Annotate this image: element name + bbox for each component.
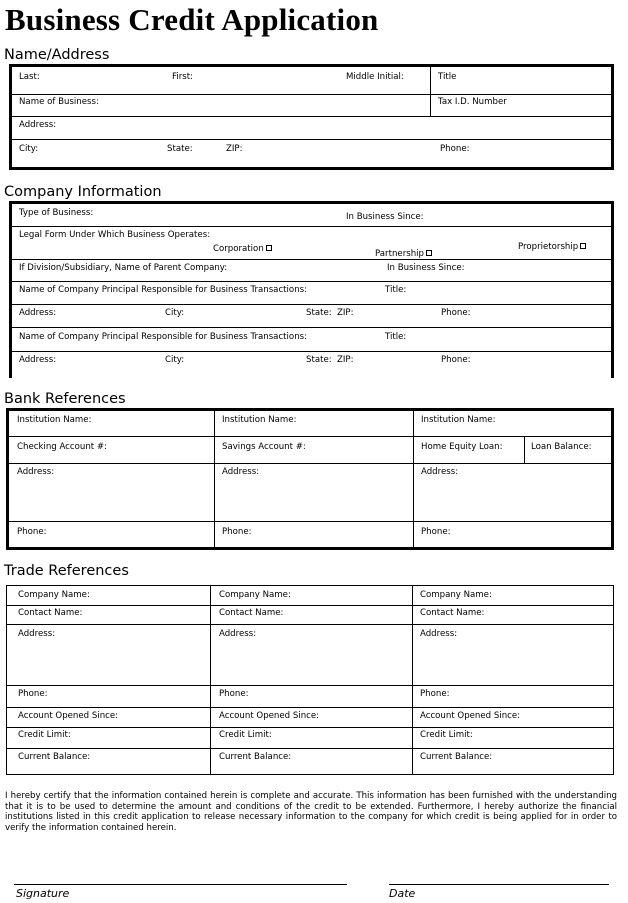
trade-3-credit-limit-field[interactable]: Credit Limit: [420, 730, 473, 740]
trade-2-contact-field[interactable]: Contact Name: [219, 608, 284, 618]
proprietorship-option[interactable] [518, 242, 586, 252]
bank-2-phone-field[interactable]: Phone: [222, 527, 252, 537]
bank-2-institution-field[interactable]: Institution Name: [222, 415, 297, 425]
certification-text: I hereby certify that the information contained herein is complete and accurate. This information has been furnished with the understanding that it is to be used to determine the amount and conditions of the credit to be extended. Furthermore, I hereby authorize the financial institutions listed in this credit application to release necessary information to the company for which credit is being applied for in order to verify the information contained herein. [5, 791, 617, 833]
proprietorship-checkbox[interactable] [580, 243, 586, 249]
bank-1-institution-field[interactable]: Institution Name: [17, 415, 92, 425]
zip-field[interactable]: ZIP: [226, 144, 243, 154]
trade-3-contact-field[interactable]: Contact Name: [420, 608, 485, 618]
phone-field[interactable]: Phone: [440, 144, 470, 154]
trade-1-contact-field[interactable]: Contact Name: [18, 608, 83, 618]
trade-1-credit-limit-field[interactable]: Credit Limit: [18, 730, 71, 740]
bank-3-institution-field[interactable]: Institution Name: [421, 415, 496, 425]
bank-box [6, 408, 614, 550]
bank-2-address-field[interactable]: Address: [222, 467, 260, 477]
name-address-box [9, 64, 614, 170]
legal-form-label: Legal Form Under Which Business Operates: [19, 230, 211, 240]
address-field[interactable]: Address: [19, 120, 57, 130]
principal-2-state-field[interactable]: State: [306, 355, 332, 365]
signature-line[interactable] [14, 884, 347, 885]
principal-2-field[interactable]: Name of Company Principal Responsible for Business Transactions: [19, 332, 308, 342]
corporation-label: Corporation [213, 244, 264, 254]
principal-1-state-field[interactable]: State: [306, 308, 332, 318]
trade-2-balance-field[interactable]: Current Balance: [219, 752, 292, 762]
trade-1-address-field[interactable]: Address: [18, 629, 56, 639]
savings-account-field[interactable]: Savings Account #: [222, 442, 306, 452]
partnership-label: Partnership [375, 249, 424, 259]
page-title: Business Credit Application [5, 2, 379, 37]
company-box [9, 201, 614, 378]
in-business-since-field[interactable]: In Business Since: [346, 212, 424, 222]
date-line[interactable] [389, 884, 609, 885]
date-label: Date [389, 887, 416, 900]
trade-2-credit-limit-field[interactable]: Credit Limit: [219, 730, 272, 740]
trade-1-phone-field[interactable]: Phone: [18, 689, 48, 699]
trade-2-account-opened-field[interactable]: Account Opened Since: [219, 711, 320, 721]
business-name-field[interactable]: Name of Business: [19, 97, 99, 107]
principal-2-city-field[interactable]: City: [165, 355, 185, 365]
bank-1-phone-field[interactable]: Phone: [17, 527, 47, 537]
section-heading-bank: Bank References [4, 391, 126, 407]
corporation-checkbox[interactable] [266, 245, 272, 251]
home-equity-field[interactable]: Home Equity Loan: [421, 442, 503, 452]
principal-2-title-field[interactable]: Title: [385, 332, 407, 342]
principal-1-city-field[interactable]: City: [165, 308, 185, 318]
partnership-checkbox[interactable] [426, 250, 432, 256]
checking-account-field[interactable]: Checking Account #: [17, 442, 107, 452]
state-field[interactable]: State: [167, 144, 193, 154]
corporation-option[interactable] [213, 244, 272, 254]
trade-3-balance-field[interactable]: Current Balance: [420, 752, 493, 762]
trade-3-company-field[interactable]: Company Name: [420, 590, 492, 600]
in-business-since-2-field[interactable]: In Business Since: [387, 263, 465, 273]
tax-id-field[interactable]: Tax I.D. Number [438, 97, 507, 107]
trade-3-address-field[interactable]: Address: [420, 629, 458, 639]
bank-3-phone-field[interactable]: Phone: [421, 527, 451, 537]
section-heading-name-address: Name/Address [4, 47, 110, 63]
trade-box [6, 585, 614, 775]
trade-1-account-opened-field[interactable]: Account Opened Since: [18, 711, 119, 721]
trade-1-balance-field[interactable]: Current Balance: [18, 752, 91, 762]
principal-1-address-field[interactable]: Address: [19, 308, 57, 318]
trade-3-account-opened-field[interactable]: Account Opened Since: [420, 711, 521, 721]
city-field[interactable]: City: [19, 144, 39, 154]
trade-1-company-field[interactable]: Company Name: [18, 590, 90, 600]
bank-1-address-field[interactable]: Address: [17, 467, 55, 477]
bank-3-address-field[interactable]: Address: [421, 467, 459, 477]
signature-label: Signature [16, 887, 70, 900]
middle-initial-field[interactable]: Middle Initial: [346, 72, 404, 82]
title-field[interactable]: Title [438, 72, 457, 82]
section-heading-company: Company Information [4, 184, 162, 200]
trade-2-company-field[interactable]: Company Name: [219, 590, 291, 600]
principal-2-phone-field[interactable]: Phone: [441, 355, 471, 365]
principal-1-zip-field[interactable]: ZIP: [337, 308, 354, 318]
section-heading-trade: Trade References [4, 563, 129, 579]
principal-1-field[interactable]: Name of Company Principal Responsible for Business Transactions: [19, 285, 308, 295]
proprietorship-label: Proprietorship [518, 242, 579, 252]
type-of-business-field[interactable]: Type of Business: [19, 208, 94, 218]
trade-2-address-field[interactable]: Address: [219, 629, 257, 639]
parent-company-field[interactable]: If Division/Subsidiary, Name of Parent Company: [19, 263, 228, 273]
principal-1-title-field[interactable]: Title: [385, 285, 407, 295]
trade-3-phone-field[interactable]: Phone: [420, 689, 450, 699]
last-name-field[interactable]: Last: [19, 72, 40, 82]
partnership-option[interactable] [375, 249, 432, 259]
first-name-field[interactable]: First: [172, 72, 193, 82]
principal-2-address-field[interactable]: Address: [19, 355, 57, 365]
loan-balance-field[interactable]: Loan Balance: [531, 442, 592, 452]
principal-2-zip-field[interactable]: ZIP: [337, 355, 354, 365]
principal-1-phone-field[interactable]: Phone: [441, 308, 471, 318]
trade-2-phone-field[interactable]: Phone: [219, 689, 249, 699]
